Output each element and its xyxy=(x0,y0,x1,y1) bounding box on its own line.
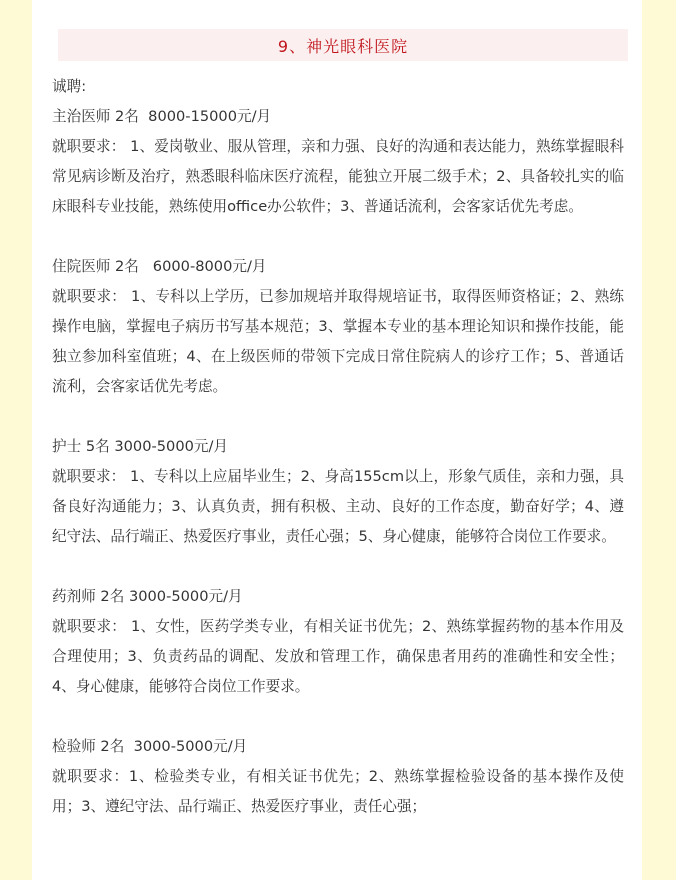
section-title-text: 9、神光眼科医院 xyxy=(277,36,409,56)
position-title: 主治医师 2名 8000-15000元/月 xyxy=(52,108,272,125)
position-requirements: 就职要求：1、检验类专业，有相关证书优先；2、熟练掌握检验设备的基本操作及使用；3、遵纪守法、品行端正、热爱医疗事业，责任心强； xyxy=(52,768,624,815)
position-requirements: 就职要求： 1、专科以上学历，已参加规培并取得规培证书，取得医师资格证；2、熟练操作电脑，掌握电子病历书写基本规范；3、掌握本专业的基本理论知识和操作技能，能独立参加科室值班；4、在上级医师的带领下完成日常住院病人的诊疗工作；5、普通话流利，会客家话优先考虑。 xyxy=(52,288,624,395)
position-title: 住院医师 2名 6000-8000元/月 xyxy=(52,258,267,275)
spacer xyxy=(52,402,624,432)
spacer xyxy=(52,702,624,732)
article-panel xyxy=(32,0,642,880)
position-requirements: 就职要求： 1、专科以上应届毕业生；2、身高155cm以上，形象气质佳，亲和力强，具备良好沟通能力；3、认真负责，拥有积极、主动、良好的工作态度，勤奋好学；4、遵纪守法、品行端正、热爱医疗事业，责任心强；5、身心健康，能够符合岗位工作要求。 xyxy=(52,468,624,545)
position-requirements: 就职要求： 1、女性，医药学类专业，有相关证书优先；2、熟练掌握药物的基本作用及合理使用；3、负责药品的调配、发放和管理工作，确保患者用药的准确性和安全性；4、身心健康，能够符合岗位工作要求。 xyxy=(52,618,624,695)
spacer xyxy=(52,222,624,252)
position-title: 检验师 2名 3000-5000元/月 xyxy=(52,738,248,755)
intro-text: 诚聘: xyxy=(52,78,87,95)
article-content xyxy=(52,72,624,822)
position-requirements: 就职要求： 1、爱岗敬业、服从管理，亲和力强、良好的沟通和表达能力，熟练掌握眼科常见病诊断及治疗，熟悉眼科临床医疗流程，能独立开展二级手术；2、具备较扎实的临床眼科专业技能，熟练使用office办公软件；3、普通话流利，会客家话优先考虑。 xyxy=(52,138,624,215)
position-title: 护士 5名 3000-5000元/月 xyxy=(52,438,228,455)
position-title: 药剂师 2名 3000-5000元/月 xyxy=(52,588,243,605)
section-title xyxy=(58,29,628,61)
spacer xyxy=(52,552,624,582)
